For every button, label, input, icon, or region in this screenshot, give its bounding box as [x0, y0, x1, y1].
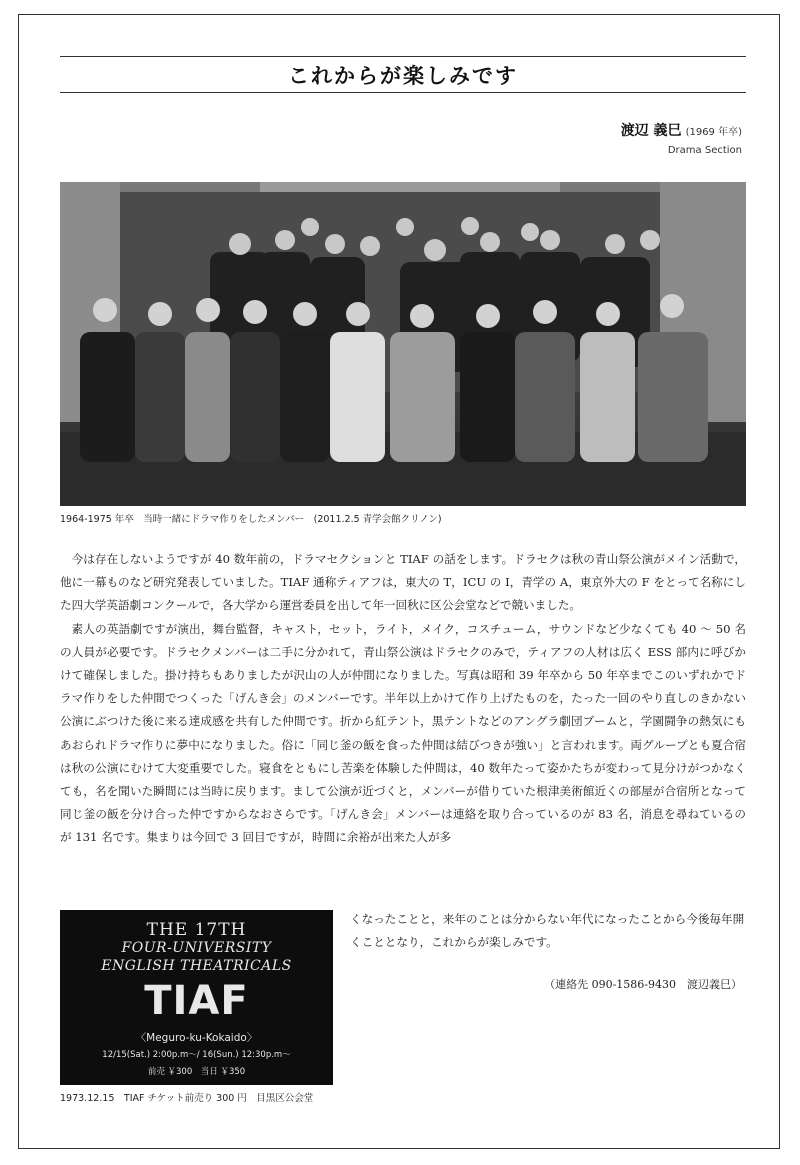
author-section: Drama Section	[667, 145, 742, 156]
article-title: これからが楽しみです	[288, 64, 518, 88]
author-block	[621, 120, 742, 156]
ticket-caption: 1973.12.15 TIAF チケット前売り 300 円 目黒区公会堂	[60, 1093, 314, 1104]
body-paragraph-3: くなったことと，来年のことは分からない年代になったことから今後毎年開くこととなり，これからが楽しみです。	[350, 912, 745, 950]
article-body	[60, 548, 746, 850]
ticket-line-5: 〈Meguro-ku-Kokaido〉	[135, 1032, 258, 1044]
photo-caption: 1964-1975 年卒 当時一緒にドラマ作りをしたメンバー (2011.2.5 青学会館クリノン)	[60, 514, 442, 525]
title-rule-top	[60, 56, 746, 57]
ticket-line-2: FOUR-UNIVERSITY	[121, 940, 272, 956]
ticket-line-3: ENGLISH THEATRICALS	[101, 958, 292, 974]
body-paragraph-2: 素人の英語劇ですが演出，舞台監督，キャスト，セット，ライト，メイク，コスチューム，サウンドなど少なくても 40 ～ 50 名の人員が必要です。ドラセクメンバーは二手に分かれて，青山祭公演はドラセクのみで，ティアフの人材は広く ESS 部内に呼びかけて確保しました。掛け持ちもありましたが沢山の人が仲間になりました。写真は昭和 39 年卒から 50 年卒までこのいずれかでドラマ作りをした仲間でつくった「げんき会」のメンバーです。半年以上かけて作り上げたものを，たった一回のやり直しのきかない公演にぶつけた後に来る達成感を共有した仲間です。折から紅テント，黒テントなどのアングラ劇団ブームと，学園闘争の熱気にもあおられドラマ作りに夢中になりました。俗に「同じ釜の飯を食った仲間は結びつきが強い」と言われます。両グループとも夏合宿は秋の公演にむけて大変重要でした。寝食をともにし苦楽を体験した仲間は，40 数年たって姿かたちが変わって見分けがつかなくても，名を聞いた瞬間には当時に戻ります。まして公演が近づくと，メンバーが借りていた根津美術館近くの部屋が合宿所となって同じ釜の飯を分け合った仲ですからなおさらです。「げんき会」メンバーは連絡を取り合っているのが 83 名，消息を尋ねているのが 131 名です。集まりは今回で 3 回目ですが，時間に余裕が出来た人が多	[60, 621, 746, 845]
contact-line: （連絡先 090-1586-9430 渡辺義巳）	[544, 978, 742, 991]
group-photo	[60, 182, 746, 506]
author-year: (1969 年卒)	[685, 127, 742, 138]
body-paragraph-1: 今は存在しないようですが 40 数年前の，ドラマセクションと TIAF の話をします。ドラセクは秋の青山祭公演がメイン活動で，他に一幕ものなど研究発表していました。TIAF 通称ティアフは，東大の T，ICU の I，青学の A，東京外大の F をとって名称にした四大学英語劇コンクールで，各大学から運営委員を出して年一回秋に区公会堂などで競いました。	[60, 552, 746, 613]
ticket-line-4: TIAF	[144, 978, 249, 1024]
title-rule-bottom	[60, 92, 746, 93]
article-body-continued	[350, 908, 750, 954]
author-name: 渡辺 義巳	[620, 123, 682, 139]
tiaf-ticket-image	[60, 910, 333, 1085]
ticket-line-1: THE 17TH	[146, 920, 247, 940]
ticket-line-6: 12/15(Sat.) 2:00p.m～/ 16(Sun.) 12:30p.m～	[102, 1050, 291, 1060]
group-photo-illustration	[60, 182, 746, 506]
ticket-line-7: 前売 ￥300 当日 ￥350	[147, 1067, 246, 1077]
